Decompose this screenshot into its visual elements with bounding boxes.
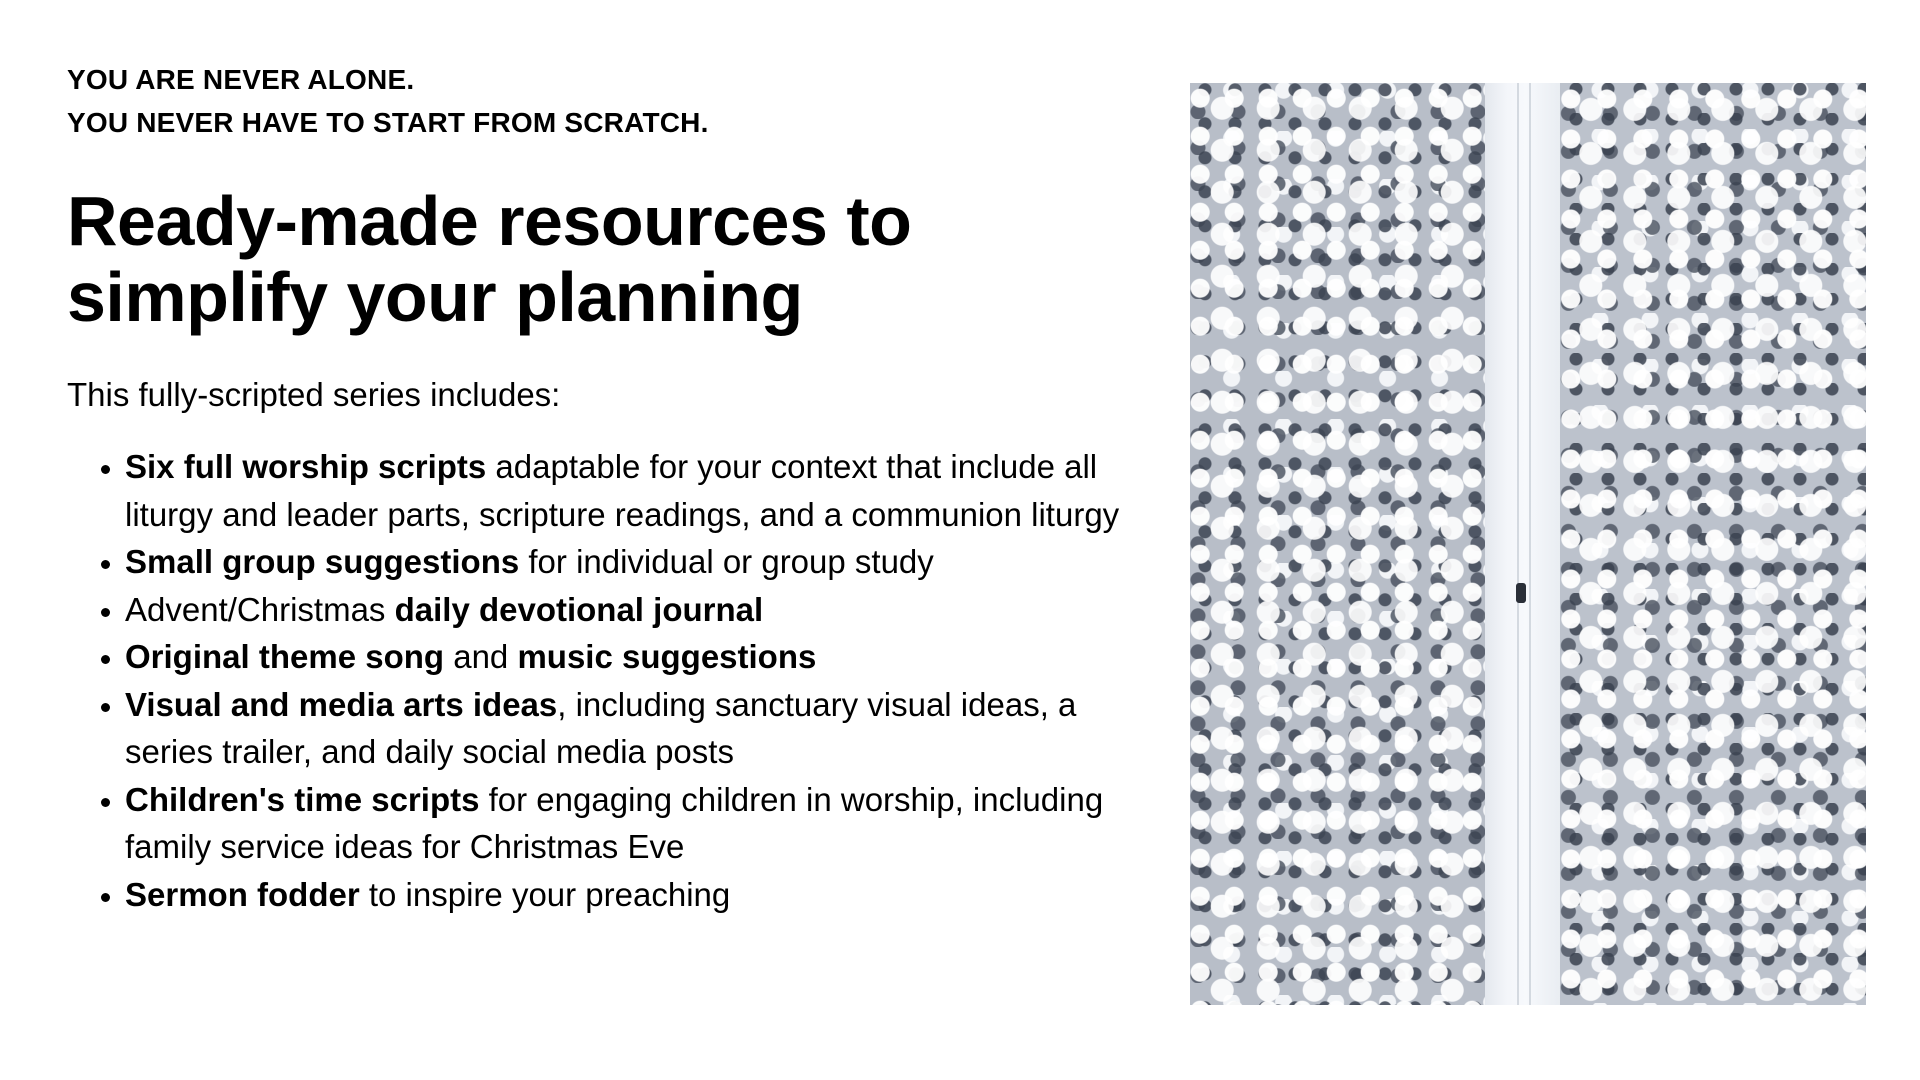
feature-bold-2: music suggestions [517,638,817,675]
forest-left [1190,83,1485,1005]
feature-item-small-group [125,538,1147,586]
feature-bold: Sermon fodder [125,875,360,913]
title-line-2: simplify your planning [67,258,803,336]
road [1485,83,1560,1005]
kicker-line-1: YOU ARE NEVER ALONE. [67,64,415,95]
title-line-1: Ready-made resources to [67,182,912,260]
feature-text: adaptable for your context that include all liturgy and leader parts, scripture readings, and a communion liturgy [125,448,1120,533]
feature-text: Advent/Christmas [125,590,395,628]
feature-item-sermon-fodder [125,871,1147,919]
page-title [67,183,1147,335]
feature-bold: Visual and media arts ideas [125,685,558,723]
feature-item-visual-arts [125,681,1147,776]
feature-text: , including sanctuary visual ideas, a series trailer, and daily social media posts [125,685,1077,770]
feature-bold: Children's time scripts [125,780,480,818]
feature-item-childrens-time [125,776,1147,871]
feature-text: to inspire your preaching [359,875,731,913]
feature-bold: daily devotional journal [394,590,764,628]
feature-item-theme-song [125,633,1147,681]
snowy-forest-road-photo [1190,83,1866,1005]
feature-text: for engaging children in worship, including family service ideas for Christmas Eve [125,780,1104,865]
car [1516,583,1526,603]
feature-item-worship-scripts [125,443,1147,538]
feature-text: and [444,638,518,675]
feature-bold: Six full worship scripts [125,448,487,485]
road-track [1529,83,1531,1005]
feature-list [67,443,1147,918]
feature-bold: Small group suggestions [125,543,520,580]
feature-text: for individual or group study [519,543,934,580]
intro-text: This fully-scripted series includes: [67,376,561,413]
forest-right [1560,83,1866,1005]
text-column [67,58,1147,918]
kicker-line-2: YOU NEVER HAVE TO START FROM SCRATCH. [67,107,709,138]
road-track [1517,83,1519,1005]
feature-bold: Original theme song [125,638,445,675]
kicker [67,58,1147,144]
feature-item-devotional [125,586,1147,634]
